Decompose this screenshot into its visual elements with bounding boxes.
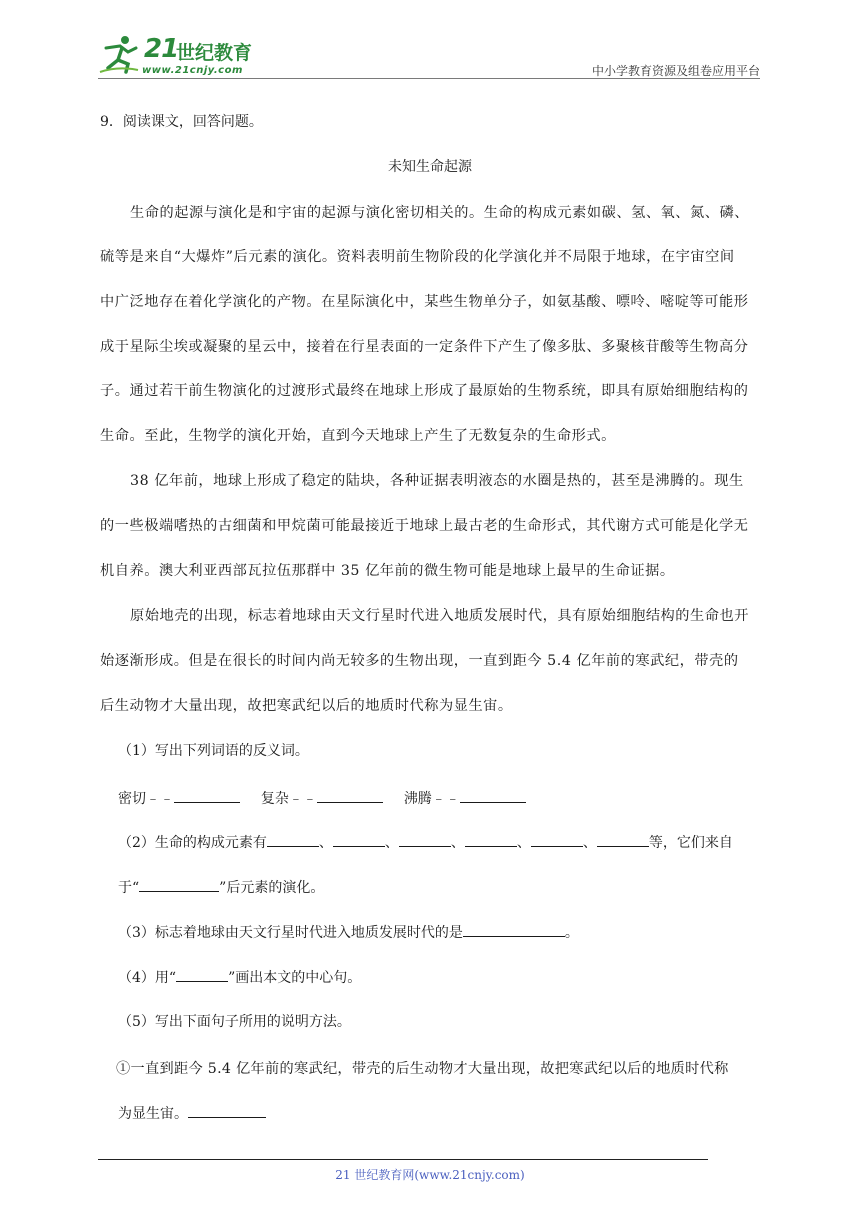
circled-number-1: ① [116,1061,131,1077]
paragraph-1-line: 中广泛地存在着化学演化的产物。在星际演化中，某些生物单分子，如氨基酸、嘌呤、嘧啶等可能形 [100,294,749,310]
paragraph-2-line: 38 亿年前，地球上形成了稳定的陆块，各种证据表明液态的水圈是热的，甚至是沸腾的。现生 [130,473,744,489]
separator: 、 [450,835,465,851]
antonym-word-3: 沸腾﹣﹣ [403,791,460,807]
question-prompt: 9．阅读课文，回答问题。 [100,114,263,130]
answer-blank[interactable] [531,832,583,847]
paragraph-1-line: 生命。至此，生物学的演化开始，直到今天地球上产生了无数复杂的生命形式。 [100,428,616,444]
answer-blank[interactable] [463,922,565,937]
separator: 、 [384,835,399,851]
answer-blank[interactable] [139,877,219,892]
sub-question-1-label: （1）写出下列词语的反义词。 [118,743,309,759]
paragraph-3-line: 原始地壳的出现，标志着地球由天文行星时代进入地质发展时代，具有原始细胞结构的生命也开 [130,608,749,624]
sub-question-5-label: （5）写出下面句子所用的说明方法。 [118,1014,351,1030]
separator: 、 [516,835,531,851]
paragraph-1-line: 子。通过若干前生物演化的过渡形式最终在地球上形成了最原始的生物系统，即具有原始细胞结构的 [100,383,749,399]
sub-question-2-line-1 [118,832,733,853]
separator: 、 [582,835,597,851]
answer-blank[interactable] [174,788,240,803]
logo-number: 21 [144,34,179,64]
paragraph-3-line: 始逐渐形成。但是在很长的时间内尚无较多的生物出现，一直到距今 5.4 亿年前的寒武纪，带壳的 [100,653,739,669]
sub-question-5-sentence-line-1 [116,1058,729,1078]
answer-blank[interactable] [267,832,319,847]
paragraph-2-line: 的一些极端嗜热的古细菌和甲烷菌可能最接近于地球上最古老的生命形式，其代谢方式可能是化学无 [100,518,749,534]
footer-divider [98,1159,708,1160]
sentence-text: 一直到距今 5.4 亿年前的寒武纪，带壳的后生动物才大量出现，故把寒武纪以后的地质时代称 [130,1061,729,1077]
quote-close-text: ”后元素的演化。 [219,880,325,896]
sentence-text: 为显生宙。 [118,1106,188,1122]
paragraph-3-line: 后生动物才大量出现，故把寒武纪以后的地质时代称为显生宙。 [100,698,513,714]
site-logo[interactable] [98,32,268,78]
paragraph-1-line: 生命的起源与演化是和宇宙的起源与演化密切相关的。生命的构成元素如碳、氢、氧、氮、磷、 [130,205,749,221]
header-divider [98,78,760,79]
answer-blank[interactable] [188,1103,266,1118]
sub-question-3 [118,922,579,943]
answer-blank[interactable] [597,832,649,847]
answer-blank[interactable] [333,832,385,847]
sub-question-2-end: 等，它们来自 [648,835,733,851]
quote-open: 于“ [118,880,140,896]
article-title: 未知生命起源 [388,159,472,175]
page-header [98,30,760,80]
answer-blank[interactable] [176,967,228,982]
sub-question-5-sentence-line-2 [118,1103,266,1124]
answer-blank[interactable] [465,832,517,847]
answer-blank[interactable] [317,788,383,803]
answer-blank[interactable] [399,832,451,847]
paragraph-1-line: 硫等是来自“大爆炸”后元素的演化。资料表明前生物阶段的化学演化并不局限于地球，在宇宙空间 [100,249,735,265]
logo-name: 世纪教育 [176,42,253,64]
header-platform-text: 中小学教育资源及组卷应用平台 [591,64,760,78]
paragraph-2-line: 机自养。澳大利亚西部瓦拉伍那群中 35 亿年前的微生物可能是地球上最早的生命证据。 [100,563,675,579]
paragraph-1-line: 成于星际尘埃或凝聚的星云中，接着在行星表面的一定条件下产生了像多肽、多聚核苷酸等生物高分 [100,339,749,355]
answer-blank[interactable] [460,788,526,803]
sub-question-4 [118,967,361,988]
runner-logo-icon [98,34,142,74]
sub-question-2-line-2 [118,877,324,898]
footer-site-link[interactable]: 21 世纪教育网(www.21cnjy.com) [335,1168,525,1182]
sub-question-4-pre: （4）用“ [118,970,177,986]
sub-question-4-post: ”画出本文的中心句。 [228,970,362,986]
period: 。 [564,925,579,941]
antonym-word-2: 复杂﹣﹣ [260,791,317,807]
antonym-word-1: 密切﹣﹣ [118,791,174,807]
sub-question-2-label: （2）生命的构成元素有 [118,835,267,851]
separator: 、 [318,835,333,851]
antonym-row [118,788,526,809]
sub-question-3-label: （3）标志着地球由天文行星时代进入地质发展时代的是 [118,925,463,941]
logo-url: www.21cnjy.com [142,65,243,76]
